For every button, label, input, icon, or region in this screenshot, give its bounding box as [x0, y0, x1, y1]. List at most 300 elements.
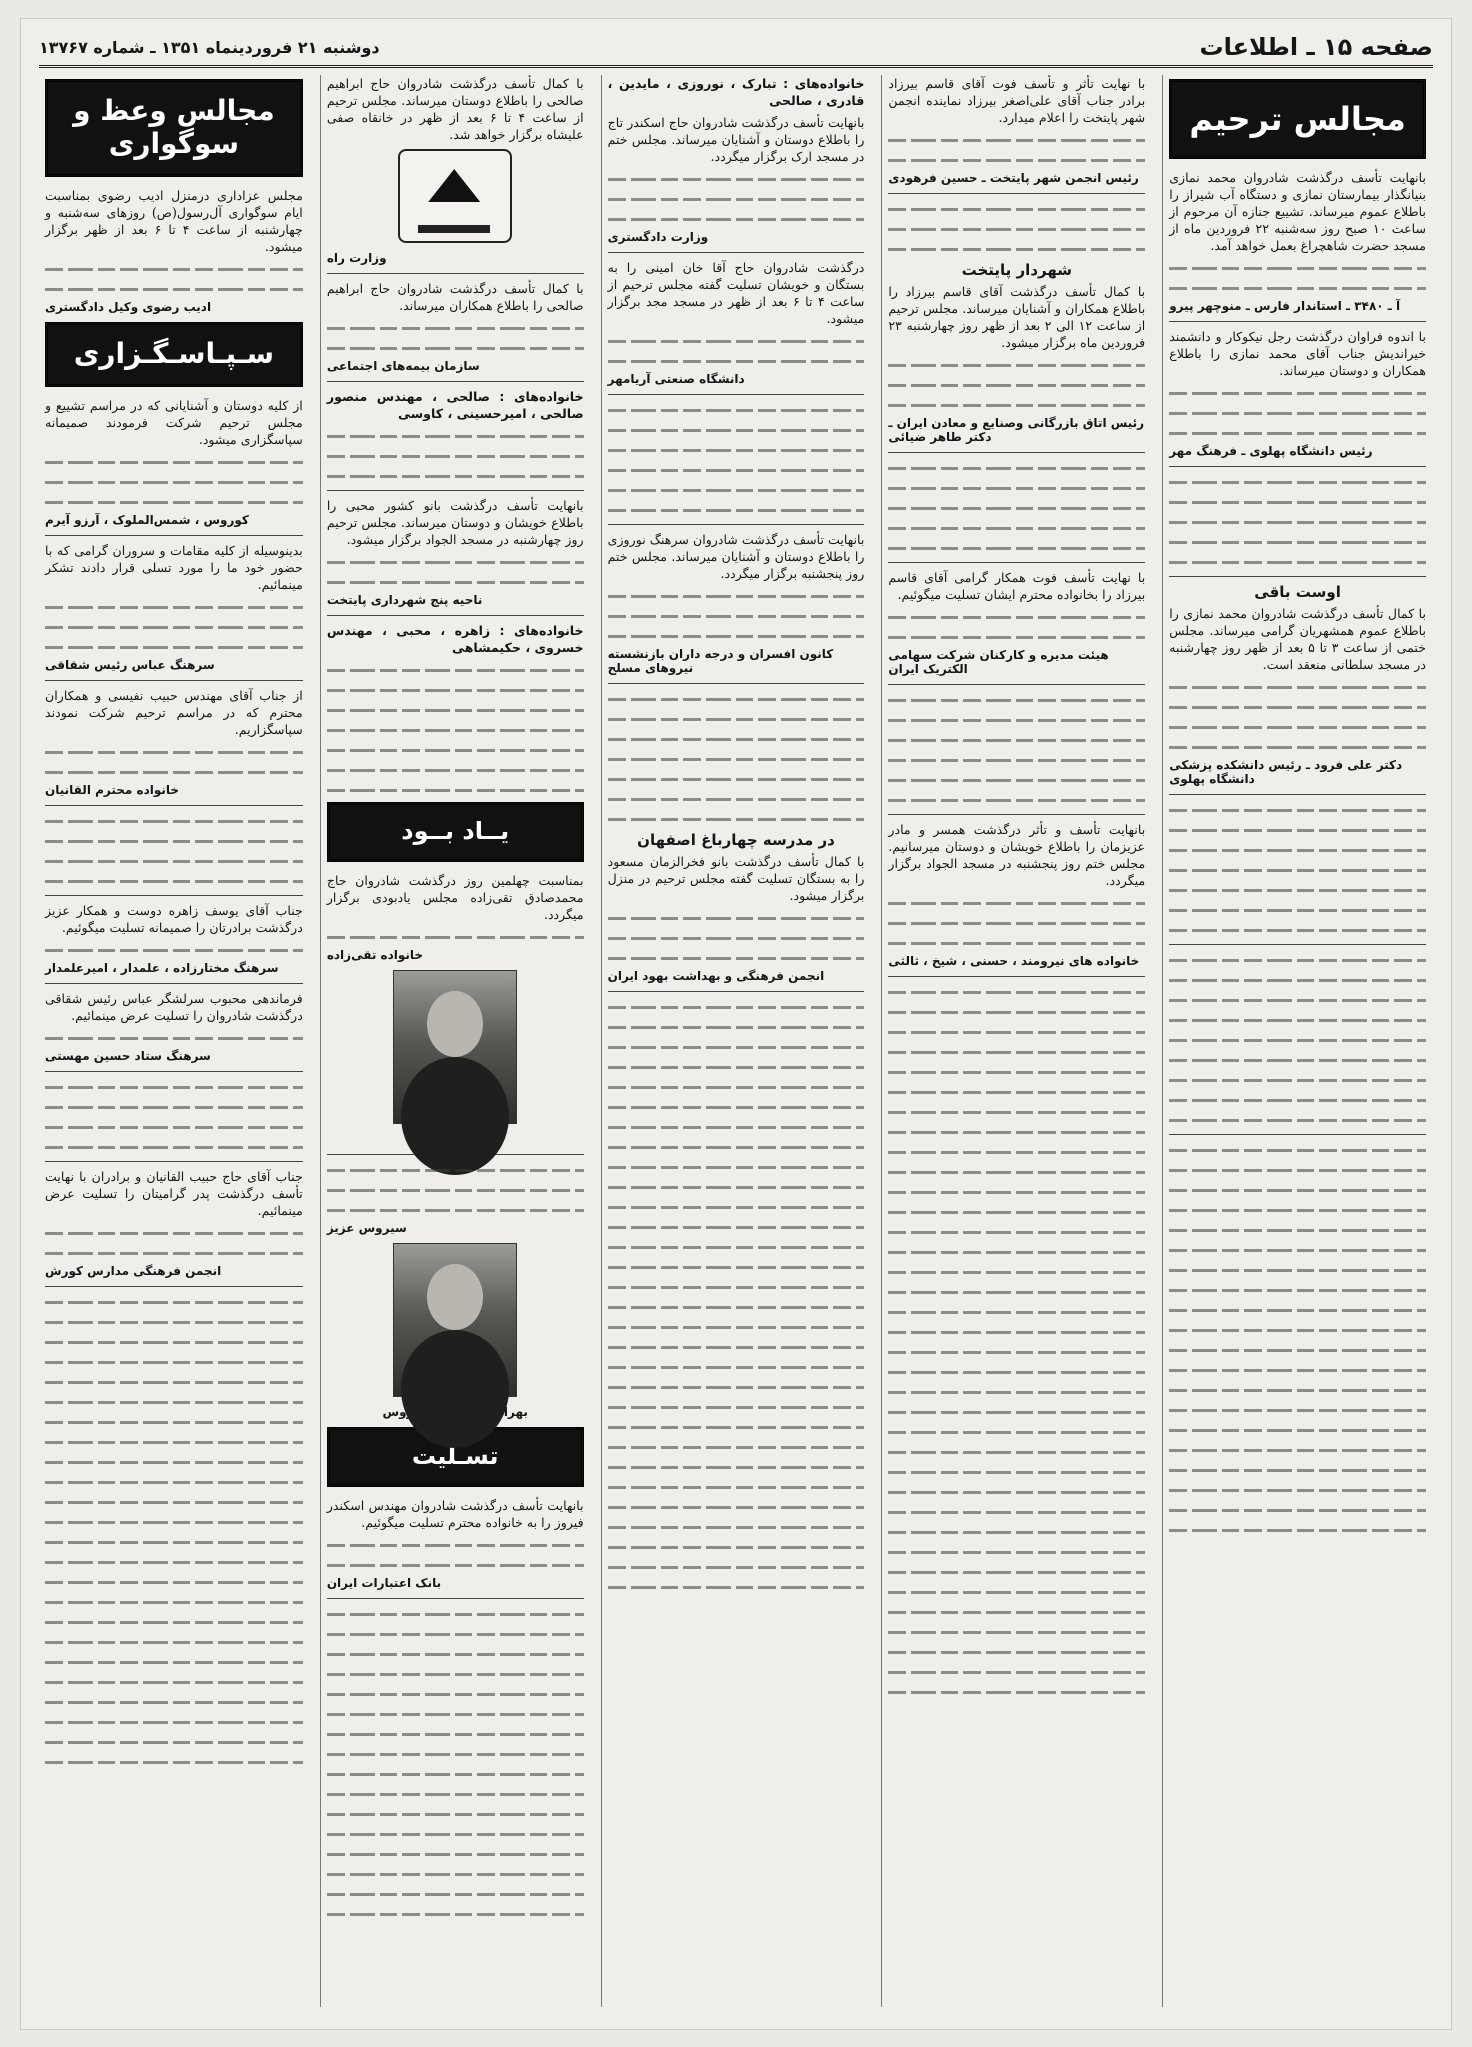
text-line: [45, 260, 303, 277]
text-line: [888, 1203, 1145, 1220]
text-line: [1169, 1181, 1426, 1198]
text-line: [1169, 991, 1426, 1008]
text-line: [327, 573, 584, 590]
text-line: [45, 1138, 303, 1155]
text-line: [608, 1278, 865, 1295]
divider: [45, 895, 303, 896]
col3-paragraph-3: درگذشت شادروان حاج آقا خان امینی را به بستگان و خویشان تسلیت گفته مجلس ترحیم از ساعت ۴ تا ۶ بعد از ظهر در مسجد مجد برگزار میشود.: [607, 260, 865, 326]
col4-heading-2: تسـلیت: [327, 1427, 584, 1487]
divider: [1169, 576, 1426, 577]
col2-signature-3: هیئت مدیره و کارکنان شرکت سهامی الکتریک ایران: [888, 648, 1109, 676]
divider: [327, 1598, 584, 1599]
text-line: [608, 810, 865, 827]
text-line: [888, 1103, 1145, 1120]
text-line: [1169, 1461, 1426, 1478]
text-line: [608, 949, 865, 966]
text-line: [45, 1593, 303, 1610]
text-line: [327, 339, 584, 356]
text-line: [327, 928, 584, 945]
text-line: [1169, 1141, 1426, 1158]
divider: [45, 1161, 303, 1162]
text-line: [45, 598, 303, 615]
text-line: [608, 1518, 865, 1535]
text-line: [608, 1078, 865, 1095]
text-line: [327, 1605, 584, 1622]
col3-signature-2: دانشگاه صنعتی آریامهر: [607, 372, 745, 386]
text-line: [608, 1438, 865, 1455]
text-line: [888, 1283, 1145, 1300]
text-line: [327, 1745, 584, 1762]
text-line: [608, 170, 865, 187]
text-line: [45, 743, 303, 760]
text-line: [1169, 1261, 1426, 1278]
col4-paragraph-5: خانواده‌های : زاهره ، محبی ، مهندس خسروی ، حکیمشاهی: [326, 623, 584, 655]
text-line: [888, 1363, 1145, 1380]
text-line: [1169, 1381, 1426, 1398]
text-line: [608, 1138, 865, 1155]
text-line: [45, 1353, 303, 1370]
text-line: [327, 427, 584, 444]
divider: [608, 991, 865, 992]
text-line: [608, 1298, 865, 1315]
text-line: [1169, 533, 1426, 550]
text-line: [888, 1623, 1145, 1640]
text-line: [45, 1029, 303, 1046]
text-line: [1169, 553, 1426, 570]
text-line: [45, 1713, 303, 1730]
divider: [45, 983, 303, 984]
text-line: [1169, 718, 1426, 735]
text-line: [608, 587, 865, 604]
col4-signature-6: بانک اعتبارات ایران: [326, 1576, 442, 1590]
text-line: [45, 1693, 303, 1710]
column-5: [39, 75, 310, 2007]
text-line: [327, 1665, 584, 1682]
text-line: [888, 131, 1145, 148]
text-line: [1169, 1441, 1426, 1458]
text-line: [888, 459, 1145, 476]
text-line: [888, 1683, 1145, 1700]
col5-signature-6: سرهنگ ستاد حسین مهستی: [45, 1049, 211, 1063]
text-line: [327, 1865, 584, 1882]
divider: [1169, 944, 1426, 945]
text-line: [1169, 259, 1426, 276]
text-line: [327, 661, 584, 678]
text-line: [1169, 279, 1426, 296]
text-line: [45, 1293, 303, 1310]
text-line: [45, 872, 303, 889]
text-line: [608, 1178, 865, 1195]
column-3: [601, 75, 872, 2007]
text-line: [608, 1038, 865, 1055]
col2-signature-4: خانواده های نیرومند ، حسنی ، شیخ ، ثالثی: [888, 954, 1140, 968]
text-line: [608, 1358, 865, 1375]
text-line: [888, 1663, 1145, 1680]
text-line: [45, 1573, 303, 1590]
text-line: [1169, 493, 1426, 510]
text-line: [608, 401, 865, 418]
text-line: [608, 1198, 865, 1215]
divider: [327, 1154, 584, 1155]
divider: [888, 684, 1145, 685]
text-line: [45, 1673, 303, 1690]
divider: [888, 562, 1145, 563]
text-line: [888, 691, 1145, 708]
text-line: [327, 1181, 584, 1198]
text-line: [1169, 1421, 1426, 1438]
text-line: [1169, 1011, 1426, 1028]
col5-paragraph-6: فرماندهی محبوب سرلشگر عباس رئیس شقاقی درگذشت شادروان را تسلیت عرض مینمائیم.: [45, 991, 303, 1023]
divider: [608, 394, 865, 395]
divider: [327, 273, 584, 274]
text-line: [608, 607, 865, 624]
text-line: [888, 983, 1145, 1000]
col5-paragraph-1: مجلس عزاداری درمنزل ادیب رضوی بمناسبت ایام سوگواری آل‌رسول(ص) روزهای سه‌شنبه و چهارشنبه از ساعت ۴ تا ۶ بعد از ظهر برگزار میشود.: [45, 188, 303, 254]
text-line: [888, 1303, 1145, 1320]
text-line: [888, 479, 1145, 496]
text-line: [1169, 1521, 1426, 1538]
text-line: [888, 1603, 1145, 1620]
divider: [45, 1286, 303, 1287]
col3-signature-3: کانون افسران و درجه داران بازنشسته نیروهای مسلح: [607, 647, 834, 675]
text-line: [1169, 473, 1426, 490]
text-line: [888, 1503, 1145, 1520]
text-line: [1169, 1031, 1426, 1048]
text-line: [45, 1753, 303, 1770]
col3-paragraph-2: بانهایت تأسف درگذشت شادروان حاج اسکندر تاج را باطلاع دوستان و آشنایان میرساند. مجلس ختم در مسجد ارک برگزار میگردد.: [607, 115, 865, 164]
text-line: [45, 618, 303, 635]
text-line: [888, 751, 1145, 768]
col5-paragraph-5: جناب آقای یوسف زاهره دوست و همکار عزیز درگذشت برادرتان را صمیمانه تسلیت میگوئیم.: [45, 903, 303, 935]
text-line: [45, 453, 303, 470]
text-line: [45, 1733, 303, 1750]
text-line: [888, 1343, 1145, 1360]
text-line: [888, 1443, 1145, 1460]
newspaper-page: [20, 18, 1452, 2030]
divider: [1169, 321, 1426, 322]
text-line: [327, 447, 584, 464]
divider: [45, 680, 303, 681]
col5-signature-4: خانواده محترم القانیان: [45, 783, 180, 797]
text-line: [327, 1161, 584, 1178]
text-line: [327, 1685, 584, 1702]
col2-signature-2: رئیس اتاق بازرگانی وصنایع و معادن ایران ـ دکتر طاهر ضیائی: [888, 416, 1145, 444]
portrait-photo-1: [393, 970, 517, 1124]
text-line: [608, 1238, 865, 1255]
col1-signature-3: دکتر علی فرود ـ رئیس دانشکده پزشکی دانشگاه پهلوی: [1169, 758, 1403, 786]
text-line: [888, 1263, 1145, 1280]
text-line: [327, 1765, 584, 1782]
text-line: [45, 1333, 303, 1350]
text-line: [888, 608, 1145, 625]
text-line: [888, 151, 1145, 168]
text-line: [45, 1413, 303, 1430]
text-line: [1169, 404, 1426, 421]
col3-paragraph-4: بانهایت تأسف درگذشت شادروان سرهنگ نوروزی را باطلاع دوستان و آشنایان میرساند. مجلس ختم روز پنجشنبه برگزار میگردد.: [607, 532, 865, 581]
col5-heading-2: سـپـاسـگـزاری: [45, 322, 303, 387]
text-line: [888, 1403, 1145, 1420]
text-line: [45, 1453, 303, 1470]
text-line: [608, 210, 865, 227]
text-line: [45, 1393, 303, 1410]
text-line: [1169, 1091, 1426, 1108]
text-line: [327, 1825, 584, 1842]
text-line: [45, 473, 303, 490]
text-line: [327, 1885, 584, 1902]
text-line: [1169, 971, 1426, 988]
text-line: [1169, 1301, 1426, 1318]
column-4: [320, 75, 591, 2007]
text-line: [45, 1118, 303, 1135]
divider: [45, 535, 303, 536]
text-line: [45, 1313, 303, 1330]
text-line: [888, 1083, 1145, 1100]
col2-signature-1: رئیس انجمن شهر پایتخت ـ حسین فرهودی: [888, 171, 1139, 185]
organization-emblem-icon: [398, 149, 512, 243]
text-line: [1169, 698, 1426, 715]
text-line: [1169, 1051, 1426, 1068]
text-line: [1169, 921, 1426, 938]
col5-signature-1: ادیب رضوی وکیل دادگستری: [45, 300, 212, 314]
text-line: [888, 1523, 1145, 1540]
text-line: [45, 1244, 303, 1261]
text-line: [608, 1398, 865, 1415]
text-line: [888, 1123, 1145, 1140]
divider: [1169, 794, 1426, 795]
divider: [1169, 1134, 1426, 1135]
divider: [327, 615, 584, 616]
text-line: [45, 1078, 303, 1095]
col2-paragraph-4: بانهایت تأسف و تأثر درگذشت همسر و مادر عزیزمان را باطلاع خویشان و دوستان میرسانیم. مجلس ختم روز پنجشنبه در مسجد الجواد برگزار میگردد.: [888, 822, 1146, 888]
text-line: [1169, 1501, 1426, 1518]
text-line: [888, 791, 1145, 808]
text-line: [608, 1098, 865, 1115]
text-line: [327, 1805, 584, 1822]
col4-caption-1: بهرام رمضانی: [413, 1132, 498, 1146]
text-line: [608, 1558, 865, 1575]
text-line: [45, 1433, 303, 1450]
text-line: [327, 467, 584, 484]
text-line: [45, 1513, 303, 1530]
text-line: [888, 1463, 1145, 1480]
text-line: [888, 220, 1145, 237]
divider: [327, 381, 584, 382]
col5-signature-5: سرهنگ مختارزاده ، علمدار ، امیرعلمدار: [45, 961, 279, 975]
text-line: [1169, 901, 1426, 918]
col1-signature-1: آ ـ ۳۴۸۰ ـ استاندار فارس ـ منوچهر پیرو: [1169, 299, 1401, 313]
col5-heading: مجالس وعظ و سوگواری: [45, 79, 303, 177]
text-line: [45, 1224, 303, 1241]
col4-caption-2: بهرام رمضانی ، سیروس: [382, 1405, 528, 1419]
text-line: [1169, 821, 1426, 838]
text-line: [608, 1418, 865, 1435]
text-line: [1169, 951, 1426, 968]
text-line: [888, 1543, 1145, 1560]
text-line: [1169, 738, 1426, 755]
col3-paragraph-5: با کمال تأسف درگذشت بانو فخرالزمان مسعود را به بستگان تسلیت گفته مجلس ترحیم در منزل برگزار میشود.: [607, 854, 865, 903]
text-line: [888, 1183, 1145, 1200]
portrait-photo-2: [393, 1243, 517, 1397]
divider: [45, 1071, 303, 1072]
text-line: [888, 1423, 1145, 1440]
text-line: [608, 627, 865, 644]
text-line: [608, 501, 865, 518]
divider: [1169, 466, 1426, 467]
text-line: [45, 1653, 303, 1670]
columns: [39, 75, 1433, 2007]
text-line: [608, 1118, 865, 1135]
divider: [888, 976, 1145, 977]
col5-paragraph-4: از جناب آقای مهندس حبیب نفیسی و همکاران محترم که در مراسم ترحیم شرکت نمودند سپاسگزاریم.: [45, 688, 303, 737]
text-line: [888, 711, 1145, 728]
text-line: [45, 1633, 303, 1650]
text-line: [888, 1023, 1145, 1040]
text-line: [608, 421, 865, 438]
col3-signature-4: انجمن فرهنگی و بهداشت بهود ایران: [607, 969, 825, 983]
text-line: [888, 539, 1145, 556]
text-line: [327, 1625, 584, 1642]
text-line: [45, 1373, 303, 1390]
col4-signature-3: ناحیه پنج شهرداری پایتخت: [326, 593, 483, 607]
col3-signature-1: وزارت دادگستری: [607, 230, 709, 244]
text-line: [888, 1643, 1145, 1660]
text-line: [45, 493, 303, 510]
col4-paragraph-1: با کمال تأسف درگذشت شادروان حاج ابراهیم صالحی را باطلاع دوستان میرساند. مجلس ترحیم از ساعت ۴ تا ۶ بعد از ظهر در خانقاه صفی علیشاه برگزار خواهد شد.: [326, 76, 584, 142]
col4-paragraph-3: خانواده‌های : صالحی ، مهندس منصور صالحی ، امیرحسینی ، کاوسی: [326, 389, 584, 421]
text-line: [1169, 424, 1426, 441]
text-line: [327, 721, 584, 738]
col3-subheading: در مدرسه چهارباغ اصفهان: [637, 831, 835, 849]
col3-paragraph-1: خانواده‌های : تبارک ، نوروزی ، مایدین ، قادری ، صالحی: [607, 76, 865, 108]
col1-heading: مجالس ترحیم: [1169, 79, 1426, 159]
text-line: [327, 681, 584, 698]
col2-subheading: شهردار پایتخت: [961, 261, 1072, 279]
text-line: [45, 280, 303, 297]
col1-subheading: اوست باقی: [1254, 583, 1341, 601]
text-line: [608, 770, 865, 787]
col4-signature-1: وزارت راه: [326, 251, 387, 265]
text-line: [327, 553, 584, 570]
text-line: [327, 1705, 584, 1722]
col1-paragraph-3: با کمال تأسف درگذشت شادروان محمد نمازی را باطلاع عموم همشهریان گرامی میرساند. مجلس ختمی از ساعت ۳ تا ۵ بعد از ظهر روز چهارشنبه در مسجد سلطانی منعقد است.: [1169, 606, 1426, 672]
text-line: [608, 750, 865, 767]
text-line: [888, 771, 1145, 788]
text-line: [327, 781, 584, 798]
text-line: [45, 941, 303, 958]
text-line: [45, 832, 303, 849]
text-line: [1169, 1221, 1426, 1238]
text-line: [608, 1158, 865, 1175]
text-line: [888, 1223, 1145, 1240]
text-line: [888, 1043, 1145, 1060]
text-line: [327, 741, 584, 758]
text-line: [1169, 801, 1426, 818]
col1-paragraph-2: با اندوه فراوان درگذشت رجل نیکوکار و دانشمند خیراندیش جناب آقای محمد نمازی را باطلاع همکاران و دوستان میرساند.: [1169, 329, 1426, 378]
text-line: [888, 240, 1145, 257]
text-line: [608, 1338, 865, 1355]
col2-paragraph-2: با کمال تأسف درگذشت آقای قاسم بیرزاد را باطلاع همکاران و آشنایان میرساند. مجلس ترحیم از ساعت ۱۲ الی ۲ بعد از ظهر روز چهارشنبه ۲۳ فروردین ماه برگزار میشود.: [888, 284, 1146, 350]
text-line: [888, 499, 1145, 516]
text-line: [45, 763, 303, 780]
divider: [888, 814, 1145, 815]
text-line: [45, 1613, 303, 1630]
divider: [327, 490, 584, 491]
text-line: [888, 1063, 1145, 1080]
text-line: [608, 1058, 865, 1075]
text-line: [1169, 1201, 1426, 1218]
col5-paragraph-7: جناب آقای حاج حبیب القانیان و برادران با نهایت تأسف درگذشت پدر گرامیتان را تسلیت عرض مینمائیم.: [45, 1169, 303, 1218]
text-line: [888, 1243, 1145, 1260]
text-line: [608, 1478, 865, 1495]
text-line: [888, 1583, 1145, 1600]
text-line: [888, 914, 1145, 931]
text-line: [327, 1536, 584, 1553]
text-line: [608, 1458, 865, 1475]
text-line: [888, 1003, 1145, 1020]
text-line: [1169, 1161, 1426, 1178]
text-line: [1169, 1321, 1426, 1338]
text-line: [888, 1483, 1145, 1500]
text-line: [608, 690, 865, 707]
text-line: [327, 701, 584, 718]
col4-signature-5: سیروس عزیز: [326, 1221, 407, 1235]
column-1: [1162, 75, 1433, 2007]
text-line: [1169, 678, 1426, 695]
text-line: [888, 519, 1145, 536]
text-line: [327, 1201, 584, 1218]
text-line: [1169, 861, 1426, 878]
text-line: [608, 352, 865, 369]
text-line: [327, 1556, 584, 1573]
text-line: [608, 929, 865, 946]
column-2: [881, 75, 1152, 2007]
divider: [888, 193, 1145, 194]
col5-signature-7: انجمن فرهنگی مدارس کورش: [45, 1264, 222, 1278]
text-line: [608, 790, 865, 807]
text-line: [608, 441, 865, 458]
text-line: [888, 894, 1145, 911]
text-line: [1169, 1341, 1426, 1358]
text-line: [1169, 1281, 1426, 1298]
text-line: [1169, 1111, 1426, 1128]
text-line: [327, 761, 584, 778]
text-line: [1169, 384, 1426, 401]
col5-signature-2: کوروس ، شمس‌الملوک ، آرزو آیرم: [45, 513, 249, 527]
col4-heading: یــاد بــود: [327, 802, 584, 862]
text-line: [1169, 841, 1426, 858]
text-line: [608, 998, 865, 1015]
text-line: [608, 332, 865, 349]
text-line: [327, 1905, 584, 1922]
col5-signature-3: سرهنگ عباس رئیس شقاقی: [45, 658, 215, 672]
col2-paragraph-1: با نهایت تأثر و تأسف فوت آقای قاسم بیرزاد برادر جناب آقای علی‌اصغر بیرزاد نماینده انجمن شهر پایتخت را اعلام میدارد.: [888, 76, 1146, 125]
text-line: [888, 1163, 1145, 1180]
text-line: [1169, 1481, 1426, 1498]
text-line: [327, 319, 584, 336]
col4-signature-2: سازمان بیمه‌های اجتماعی: [326, 359, 480, 373]
text-line: [608, 1218, 865, 1235]
text-line: [1169, 1401, 1426, 1418]
text-line: [608, 1498, 865, 1515]
text-line: [45, 1098, 303, 1115]
text-line: [45, 1493, 303, 1510]
col2-paragraph-3: با نهایت تأسف فوت همکار گرامی آقای قاسم بیرزاد را بخانواده محترم ایشان تسلیت میگوئیم.: [888, 570, 1146, 602]
col4-signature-4: خانواده تقی‌زاده: [326, 948, 424, 962]
text-line: [608, 730, 865, 747]
col1-paragraph-1: بانهایت تأسف درگذشت شادروان محمد نمازی بنیانگذار بیمارستان نمازی و دستگاه آب شیراز را باطلاع عموم میرساند. تشییع جنازه آن مرحوم از ساعت ۱۰ صبح روز سه‌شنبه ۲۲ فروردین ماه از مسجد حضرت شاهچراغ بعمل خواهد آمد.: [1169, 170, 1426, 253]
text-line: [608, 1538, 865, 1555]
text-line: [45, 638, 303, 655]
